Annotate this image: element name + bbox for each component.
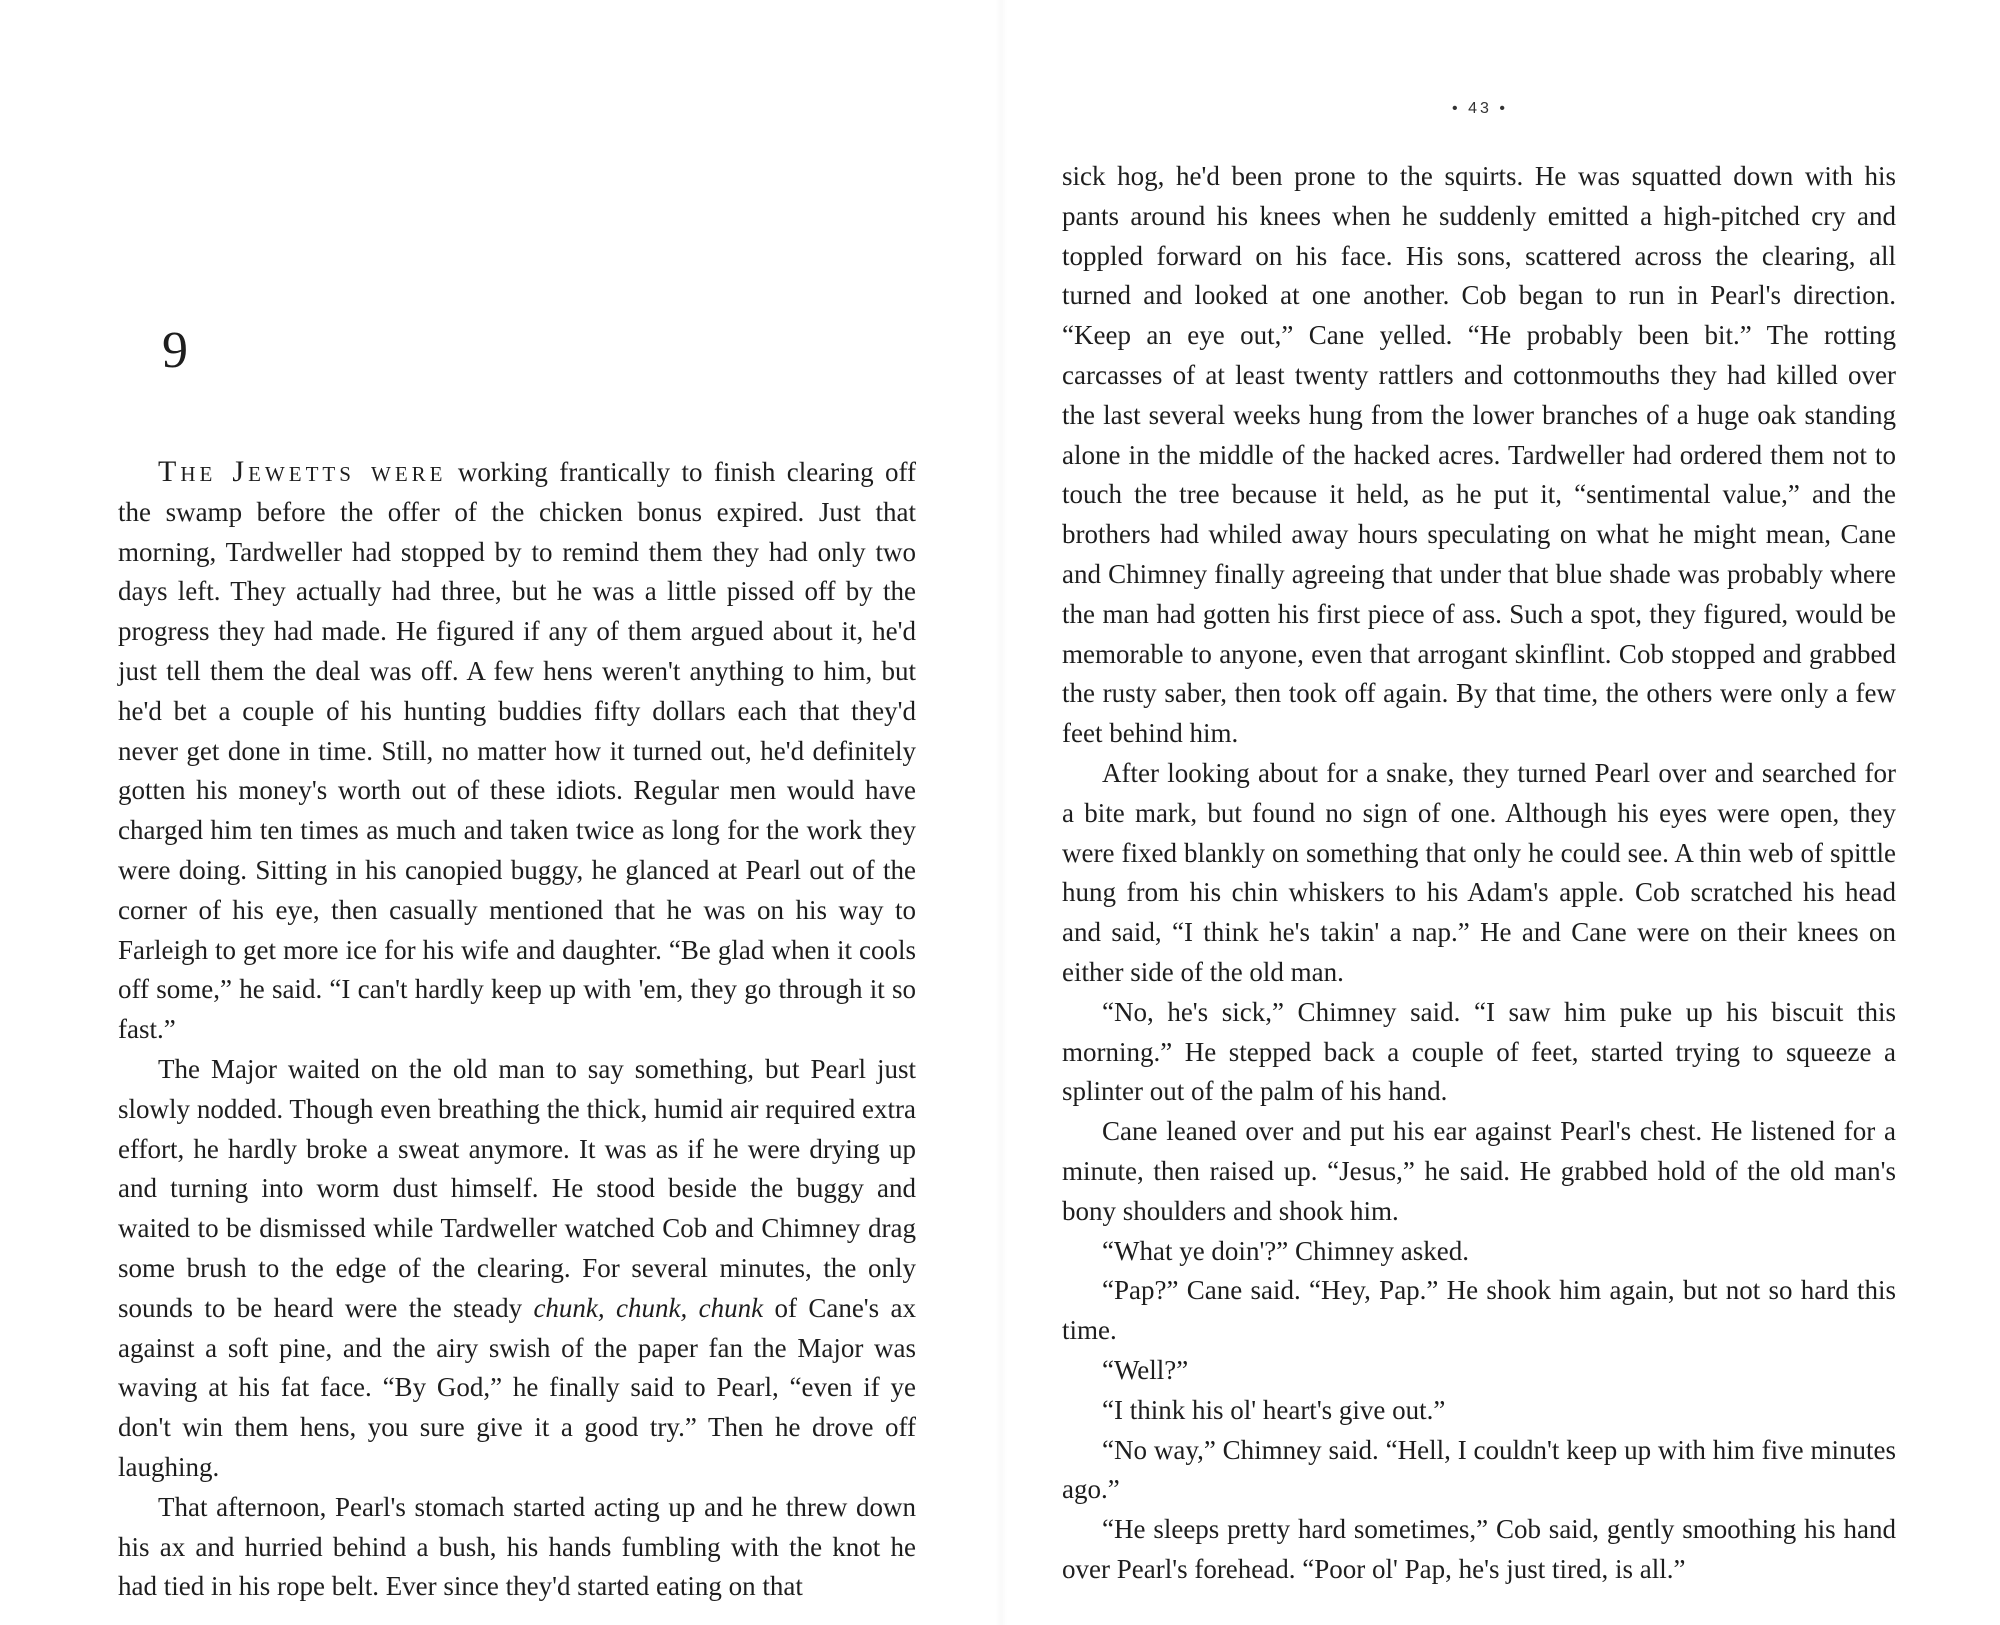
chapter-number: 9 [162, 322, 188, 379]
paragraph: “Pap?” Cane said. “Hey, Pap.” He shook him again, but not so hard this time. [1062, 1275, 1896, 1346]
opening-small-caps: The Jewetts were [158, 455, 447, 488]
paragraph: “What ye doin'?” Chimney asked. [1102, 1235, 1469, 1266]
paragraph: “No, he's sick,” Chimney said. “I saw him puke up his biscuit this morning.” He stepped back a couple of feet, started trying to squeeze a splinter out of the palm of his hand. [1062, 996, 1896, 1107]
paragraph: Cane leaned over and put his ear against Pearl's chest. He listened for a minute, then raised up. “Jesus,” he said. He grabbed hold of the old man's bony shoulders and shook him. [1062, 1116, 1896, 1226]
paragraph: sick hog, he'd been prone to the squirts. He was squatted down with his pants around his knees when he suddenly emitted a high-pitched cry and toppled forward on his face. His sons, scattered across the clearing, all turned and looked at one another. Cob began to run in Pearl's direction. “Keep an eye out,” Cane yelled. “He probably been bit.” The rotting carcasses of at least twenty rattlers and cottonmouths they had killed over the last several weeks hung from the lower branches of a huge oak standing alone in the middle of the hacked acres. Tardweller had ordered them not to touch the tree because it held, as he put it, “sentimental value,” and the brothers had whiled away hours speculating on what he might mean, Cane and Chimney finally agreeing that under that blue shade was probably where the man had gotten his first piece of ass. Such a spot, they figured, would be memorable to anyone, even that arrogant skinflint. Cob stopped and grabbed the rusty saber, then took off again. By that time, the others were only a few feet behind him. [1062, 161, 1896, 749]
left-page-text [118, 452, 916, 1607]
paragraph: “I think his ol' heart's give out.” [1102, 1394, 1446, 1425]
paragraph: “He sleeps pretty hard sometimes,” Cob said, gently smoothing his hand over Pearl's forehead. “Poor ol' Pap, he's just tired, is all.” [1062, 1514, 1896, 1584]
paragraph: After looking about for a snake, they turned Pearl over and searched for a bite mark, but found no sign of one. Although his eyes were open, they were fixed blankly on something that only he could see. A thin web of spittle hung from his chin whiskers to his Adam's apple. Cob scratched his head and said, “I think he's takin' a nap.” He and Cane were on their knees on either side of the old man. [1062, 757, 1896, 987]
right-page-text [1062, 157, 1896, 1590]
page-number: • 43 • [1452, 100, 1508, 117]
italic-phrase: chunk, chunk, chunk [533, 1292, 764, 1323]
paragraph: “Well?” [1102, 1354, 1189, 1385]
paragraph: The Jewetts were working frantically to finish clearing off the swamp before the offer of the chicken bonus expired. Just that morning, Tardweller had stopped by to remind them they had only two days left. They actually had three, but he was a little pissed off by the progress they had made. He figured if any of them argued about it, he'd just tell them the deal was off. A few hens weren't anything to him, but he'd bet a couple of his hunting buddies fifty dollars each that they'd never get done in time. Still, no matter how it turned out, he'd definitely gotten his money's worth out of these idiots. Regular men would have charged him ten times as much and taken twice as long for the work they were doing. Sitting in his canopied buggy, he glanced at Pearl out of the corner of his eye, then casually mentioned that he was on his way to Farleigh to get more ice for his wife and daughter. “Be glad when it cools off some,” he said. “I can't hardly keep up with 'em, they go through it so fast.” [118, 455, 917, 1045]
paragraph: That afternoon, Pearl's stomach started acting up and he threw down his ax and hurried behind a bush, his hands fumbling with the knot he had tied in his rope belt. Ever since they'd started eating on that [118, 1491, 916, 1602]
paragraph: The Major waited on the old man to say something, but Pearl just slowly nodded. Though even breathing the thick, humid air required extra effort, he hardly broke a sweat anymore. It was as if he were drying up and turning into worm dust himself. He stood beside the buggy and waited to be dismissed while Tardweller watched Cob and Chimney drag some brush to the edge of the clearing. For several minutes, the only sounds to be heard were the steady chunk, chunk, chunk of Cane's ax against a soft pine, and the airy swish of the paper fan the Major was waving at his fat face. “By God,” he finally said to Pearl, “even if ye don't win them hens, you sure give it a good try.” Then he drove off laughing. [118, 1053, 917, 1482]
paragraph: “No way,” Chimney said. “Hell, I couldn't keep up with him five minutes ago.” [1062, 1434, 1896, 1505]
